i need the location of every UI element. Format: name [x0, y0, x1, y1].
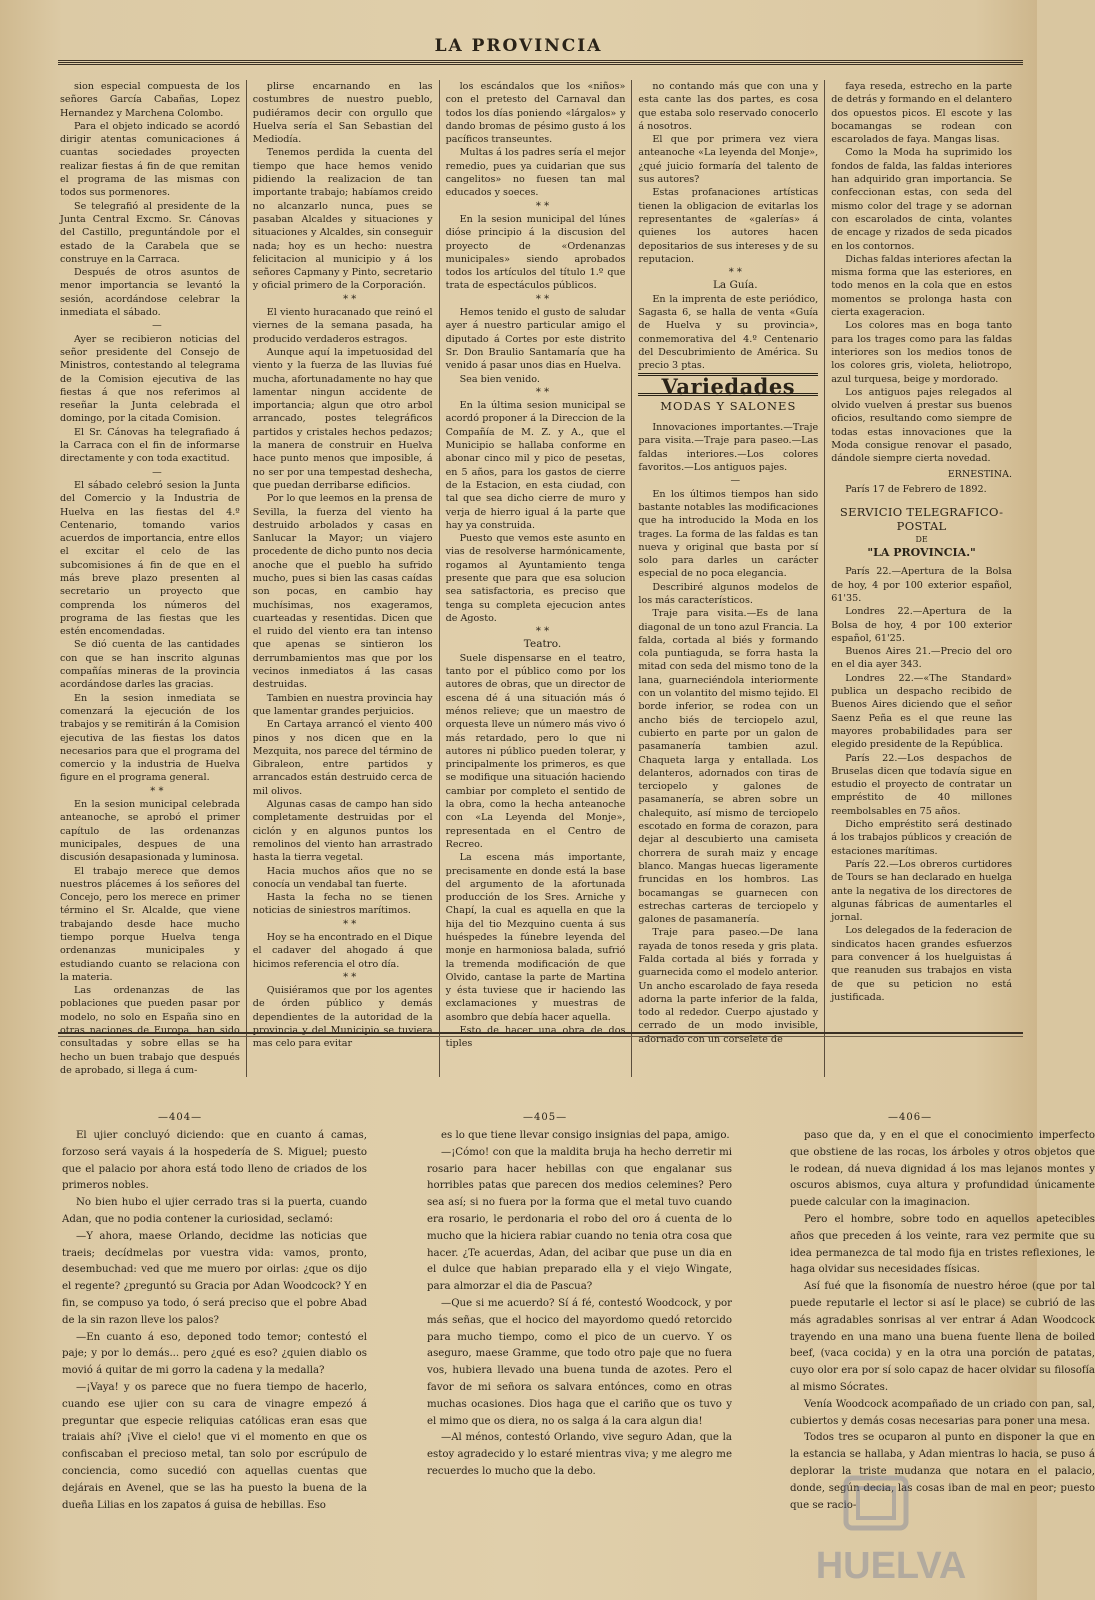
section-asterism: * *: [343, 918, 357, 930]
paragraph: Todos tres se ocuparon al punto en disponer la que en la estancia se hallaba, y Adan mientras lo hacia, se puso á deplorar la triste mudanza que notara en el palacio, donde, según decia, las cosas iban de mal en peor; puesto que se racio-: [790, 1432, 1095, 1511]
paragraph: —¡Vaya! y os parece que no fuera tiempo de hacerlo, cuando ese ujier con su cara de vinagre empezó á preguntar que especie reliquias católicas eran esas que traiais ahí? ¡Vive el cielo! que vi el momento en que os confiscaban el precioso metal, tan solo por escrúpulo de conciencia, como sucedió con aquellas cuentas que dejárais en Avenel, que se las ha puesto la buena de la dueña Lilias en los zapatos á guisa de hebillas. Eso: [62, 1381, 367, 1511]
dateline: París 17 de Febrero de 1892.: [845, 483, 987, 495]
section-dash: —: [152, 320, 162, 332]
paragraph: sion especial compuesta de los señores García Cabañas, Lopez Hernandez y Marchena Colombo.: [60, 81, 240, 119]
paragraph: Los antiguos pajes relegados al olvido vuelven á prestar sus buenos oficios, resultando como siempre de todas estas innovaciones que la Moda consigue renovar el pasado, dándole siempre cierta novedad.: [831, 386, 1012, 465]
servicio-heading: SERVICIO TELEGRAFICO-POSTAL: [839, 505, 1004, 533]
servicio-provincia: "LA PROVINCIA.": [867, 546, 976, 560]
feuilleton-divider-thin: [58, 1036, 1023, 1037]
paragraph: Aunque aquí la impetuosidad del viento y la fuerza de las lluvias fué mucha, afortunadamente no hay que lamentar ningun accidente de importancia; algun que otro arbol arrancado, postes telegráficos partidos y cristales hechos pedazos; la manera de construir en Huelva hace punto menos que imposible, á no ser por una tempestad deshecha, que puedan derribarse edificios.: [252, 346, 433, 491]
paragraph: La escena más importante, precisamente en donde está la base del argumento de la afortunada producción de los Sres. Arniche y Chapí, la cual es aquella en que la hija del tio Mezquino cuenta á sus huéspedes la fúnebre leyenda del monje en harmoniosa balada, sufrió la tremenda modificación de que Olvido, cantase la parte de Martina y ésta tuviese que ir haciendo las exclamaciones y muestras de asombro que debía hacer aquella.: [445, 852, 626, 1023]
paragraph: En la sesion inmediata se comenzará la ejecución de los trabajos y se remitirán á la Comision ejecutiva de las fiestas los datos necesarios para que el programa del comercio y la industria de Huelva figure en el programa general.: [60, 692, 240, 784]
paragraph: En la última sesion municipal se acordó proponer á la Direccion de la Compañía de M. Z. y A., que el Municipio se hallaba conforme en abonar cinco mil y pico de pesetas, en 5 años, para los gastos de cierre de la Estacion, en esta ciudad, con tal que sea dicho cierre de muro y verja de hierro igual á la parte que hay ya construida.: [445, 400, 626, 531]
modas-heading: MODAS Y SALONES: [660, 398, 797, 413]
feuilleton-column-3: [790, 1128, 1095, 1514]
paragraph: Esto de hacer una obra de dos tiples: [445, 1025, 626, 1050]
paragraph: no contando más que con una y esta cante las dos partes, es cosa que estaba solo reservado conocerlo á nosotros.: [638, 81, 819, 132]
paragraph: plirse encarnando en las costumbres de nuestro pueblo, pudiéramos decir con orgullo que Huelva sería el San Sebastian del Mediodía.: [252, 81, 433, 146]
paragraph: Las ordenanzas de las poblaciones que pueden pasar por modelo, no solo en España sino en otras naciones de Europa, han sido consultadas y sobre ellas se ha hecho un buen trabajo que después de aprobado, si llega á cum-: [60, 985, 240, 1076]
paragraph: El viento huracanado que reinó el viernes de la semana pasada, ha producido verdaderos estragos.: [252, 307, 433, 345]
paragraph: No bien hubo el ujier cerrado tras si la puerta, cuando Adan, que no podia contener la curiosidad, seclamó:: [62, 1197, 367, 1225]
column-1: [54, 80, 247, 1077]
paragraph: Así fué que la fisonomía de nuestro héroe (que por tal puede reputarle el lector si así le place) se cubrió de las más agradables sonrisas al ver entrar á Adan Woodcock trayendo en una mano una buena fuente llena de boiled beef, (vaca cocida) y en la otra una porción de patatas, cuyo olor era por sí solo capaz de hacer olvidar su filosofía al mismo Sócrates.: [790, 1281, 1095, 1393]
paragraph: —En cuanto á eso, deponed todo temor; contestó el paje; y por lo demás... pero ¿qué es eso? ¿quien diablo os movió á quitar de mi gorro la cadena y la medalla?: [62, 1331, 367, 1377]
column-5-body-bottom: [831, 565, 1012, 1004]
paragraph: Describiré algunos modelos de los más característicos.: [638, 581, 819, 606]
paragraph: París 22.—Los obreros curtidores de Tours se han declarado en huelga ante la negativa de los directores de algunas fábricas de aumentarles el jornal.: [831, 858, 1012, 924]
paragraph: Quisiéramos que por los agentes de órden público y demás dependientes de la autoridad de la provincia y del Municipio se tuviera mas celo para evitar: [252, 985, 433, 1050]
section-asterism: * *: [343, 293, 357, 305]
paragraph: En la sesion municipal celebrada anteanoche, se aprobó el primer capítulo de las ordenanzas municipales, despues de una discusión desapasionada y luminosa.: [60, 799, 240, 864]
column-1-body: [60, 80, 240, 1077]
column-2: [247, 80, 440, 1077]
paragraph: Sea bien venido.: [459, 373, 540, 385]
paragraph: Pero el hombre, sobre todo en aquellos apetecibles años que preceden á los veinte, rara vez permite que su idea permanezca de tal modo fija en tristes reflexiones, le haga olvidar sus necesidades físicas.: [790, 1213, 1095, 1276]
column-4: [632, 80, 825, 1077]
paragraph: Tambien en nuestra provincia hay que lamentar grandes perjuicios.: [252, 692, 433, 717]
paragraph: —¡Cómo! con que la maldita bruja ha hecho derretir mi rosario para hacer hebillas con que engalanar sus horribles patas que parecen dos medios celemines? Pero sea así; si no fuera por la forma que el metal tuvo cuando era rosario, le perdonaria el robo del oro á cuenta de lo mucho que la hiciera rabiar cuando no tenia otra cosa que hacer. ¿Te acuerdas, Adan, del acibar que puse un dia en el dulce que habian preparado ella y el viejo Wingate, para almorzar el dia de Pascua?: [427, 1146, 732, 1293]
column-3-body: [446, 80, 626, 1051]
section-asterism: * *: [535, 293, 550, 305]
paragraph: Tenemos perdida la cuenta del tiempo que hace hemos venido pidiendo la realizacion de tan importante trabajo; habíamos creido no alcanzarlo nunca, pues se pasaban Alcaldes y situaciones y situaciones y Alcaldes, sin conseguir nada; hoy es un hecho: nuestra felicitacion al municipio y á los señores Capmany y Pinto, secretario y oficial primero de la Corporación.: [252, 147, 433, 292]
paragraph: Dichas faldas interiores afectan la misma forma que las esteriores, en todo menos en la cola que en estos momentos se prolonga hasta con cierta exageracion.: [831, 253, 1012, 319]
paragraph: es lo que tiene llevar consigo insignias del papa, amigo.: [441, 1130, 730, 1141]
column-2-body: [253, 80, 433, 1051]
news-columns: [54, 80, 1018, 1076]
paragraph: Los colores mas en boga tanto para los trages como para las faldas interiores son los medios tonos de los colores gris, violeta, heliotropo, azul turquesa, beige y mordorado.: [831, 320, 1012, 385]
column-5: [825, 80, 1018, 1077]
paragraph: En Cartaya arrancó el viento 400 pinos y nos dicen que en la Mezquita, nos parece del término de Gibraleon, entre partidos y arrancados están destruido cerca de mil olivos.: [252, 719, 433, 797]
section-asterism: * *: [343, 971, 357, 983]
paragraph: El sábado celebró sesion la Junta del Comercio y la Industria de Huelva en las fiestas del 4.º Centenario, tomando varios acuerdos de importancia, entre ellos el excitar el celo de las subcomisiones á fin de que en el más breve plazo presenten al secretario un proyecto que comprenda los números del programa de las fiestas que les estén encomendadas.: [60, 479, 240, 638]
page-number-404: —404—: [158, 1112, 203, 1123]
paragraph: Estas profanaciones artísticas tienen la obligacion de evitarlas los representantes de «galerías» á quienes los autores hacen depositarios de sus intereses y de su reputacion.: [638, 187, 819, 265]
paragraph: Se telegrafió al presidente de la Junta Central Excmo. Sr. Cánovas del Castillo, preguntándole por el estado de la Carabela que se construye en la Carraca.: [60, 200, 240, 265]
paragraph: Algunas casas de campo han sido completamente destruidas por el ciclón y en algunos puntos los remolinos del viento han arrastrado hasta la tierra vegetal.: [252, 799, 433, 864]
feuilleton-column-2: [427, 1128, 732, 1481]
section-asterism: * *: [535, 626, 550, 638]
seal-text: HUELVA: [815, 1545, 967, 1587]
paragraph: Traje para paseo.—De lana rayada de tonos reseda y gris plata. Falda cortada al biés y forrada y guarnecida como el modelo anterior. Un ancho escarolado de faya reseda adorna la parte inferior de la falda, todo al rededor. Cuerpo ajustado y cerrado de un modo invisible, adornado con un corselete de: [638, 927, 819, 1045]
column-4-body-top: [638, 80, 818, 373]
paragraph: Para el objeto indicado se acordó dirigir atentas comunicaciones á cuantas sociedades proyecten realizar fiestas á fin de que remitan el programa de las mismas con todos sus pormenores.: [60, 120, 240, 199]
paragraph: En la sesion municipal del lúnes dióse principio á la discusion del proyecto de «Ordenanzas municipales» siendo aprobados todos los artículos del título 1.º que trata de espectáculos públicos.: [445, 213, 626, 292]
paragraph: paso que da, y en el que el conocimiento imperfecto que obstiene de las rocas, los árboles y otros objetos que le rodean, dá nueva dignidad á los mas lejanos montes y oscuros abismos, cuya altura y profundidad únicamente puede calcular con la imaginacion.: [790, 1130, 1095, 1209]
column-5-body-top: [831, 80, 1012, 466]
paragraph: Los delegados de la federacion de sindicatos hacen grandes esfuerzos para convencer á los huelguistas á que reanuden sus trabajos en vista de que su peticion no está justificada.: [831, 925, 1012, 1003]
paragraph: faya reseda, estrecho en la parte de detrás y formando en el delantero dos opuestos picos. El escote y las bocamangas se rodean con escarolados de faya. Mangas lisas.: [831, 81, 1012, 146]
paragraph: Por lo que leemos en la prensa de Sevilla, la fuerza del viento ha destruido arbolados y casas en Sanlucar la Mayor; un viajero procedente de dicho punto nos decia anoche que el pueblo ha sufrido mucho, pues si bien las casas caídas son pocas, en cambio hay muchísimas, nos exageramos, cuarteadas y resentidas. Dicen que el ruido del viento era tan intenso que apenas se sintieron los derrumbamientos mas que por los vecinos inmediatos á las casas destruidas.: [252, 493, 433, 691]
paragraph: Se dió cuenta de las cantidades con que se han inscrito algunas compañías mineras de la provincia acordándose darles las gracias.: [60, 639, 240, 691]
paragraph: El que por primera vez viera anteanoche «La leyenda del Monje», ¿qué juicio formaría del talento de sus autores?: [638, 134, 819, 186]
paragraph: Como la Moda ha suprimido los fondos de falda, las faldas interiores han adquirido gran importancia. Se confeccionan estas, con seda del mismo color del trage y se adornan con escarolados de cinta, volantes de encage y rizados de seda picados en los contornos.: [831, 147, 1012, 252]
paragraph: —Y ahora, maese Orlando, decidme las noticias que traeis; decídmelas por vuestra vida: vamos, pronto, desembuchad: ved que me muero por oirlas: ¿que os dijo el regente? ¿preguntó su Gracia por Adan Woodcock? Y en fin, se compuso ya todo, ó será preciso que el pobre Abad de la sin razon lleve los palos?: [62, 1230, 367, 1326]
masthead-rule-thin: [58, 64, 1023, 65]
section-asterism: * *: [728, 267, 742, 279]
paragraph: Ayer se recibieron noticias del señor presidente del Consejo de Ministros, contestando al telegrama de la Comision ejecutiva de las fiestas á que nos referimos al reseñar la Junta celebrada el domingo, por la citada Comision.: [60, 333, 240, 425]
paragraph: los escándalos que los «niños» con el pretesto del Carnaval dan todos los días poniendo «lárgalos» y dando bromas de pésimo gusto á los pacíficos transeuntes.: [445, 81, 626, 146]
paragraph: El trabajo merece que demos nuestros plácemes á los señores del Concejo, pero los merece en primer término el Sr. Alcalde, que viene trabajando desde hace mucho tiempo porque Huelva tenga ordenanzas municipales y estudiando cuanto se relaciona con la materia.: [60, 865, 240, 983]
masthead-title: LA PROVINCIA: [434, 36, 603, 56]
paragraph: Después de otros asuntos de menor importancia se levantó la sesión, acordándose celebrar la inmediata el sábado.: [60, 267, 240, 319]
paragraph: París 22.—Apertura de la Bolsa de hoy, 4 por 100 exterior español, 61'35.: [831, 566, 1012, 604]
feuilleton-column-1: [62, 1128, 367, 1514]
paragraph: —Que si me acuerdo? Sí á fé, contestó Woodcock, y por más señas, que el hocico del mayordomo quedó retorcido para mucho tiempo, como el pico de un cuervo. Y os aseguro, maese Gramme, que todo otro paje que no fuera vos, hubiera llevado una buena tunda de azotes. Pero el favor de mi señora os salvara entónces, como en otras muchas ocasiones. Dios haga que el cariño que os tuvo y el mimo que os diera, no os salga á la cara algun dia!: [427, 1297, 732, 1427]
paragraph: Hemos tenido el gusto de saludar ayer á nuestro particular amigo el diputado á Cortes por este distrito Sr. Don Braulio Santamaría que ha venido á pasar unos dias en Huelva.: [445, 307, 626, 372]
variedades-heading: Variedades: [661, 373, 796, 399]
paragraph: En los últimos tiempos han sido bastante notables las modificaciones que ha introducido la Moda en los trages. La forma de las faldas es tan nueva y original que basta por sí solo para darles un carácter especial de no poca elegancia.: [638, 488, 819, 580]
section-dash: —: [152, 466, 162, 478]
paragraph: El ujier concluyó diciendo: que en cuanto á camas, forzoso será vayais á la hospedería de S. Miguel; puesto que el palacio por ahora está todo lleno de criados de los primeros nobles.: [62, 1130, 367, 1192]
feuilleton-divider: [58, 1032, 1023, 1034]
paragraph: Buenos Aires 21.—Precio del oro en el dia ayer 343.: [831, 646, 1012, 671]
paragraph: Innovaciones importantes.—Traje para visita.—Traje para paseo.—Las faldas interiores.—Los colores favoritos.—Los antiguos pajes.: [638, 422, 819, 474]
column-3: [440, 80, 633, 1077]
paragraph: Puesto que vemos este asunto en vias de resolverse harmónicamente, rogamos al Ayuntamiento tenga presente que para que esa solucion sea satisfactoria, es preciso que tenga su completa ejecucion antes de Agosto.: [445, 533, 626, 624]
paragraph: París 22.—Los despachos de Bruselas dicen que todavía sigue en estudio el proyecto de contratar un empréstito de 40 millones reembolsables en 75 años.: [831, 752, 1012, 817]
page-number-406: —406—: [888, 1112, 933, 1123]
section-asterism: * *: [535, 386, 550, 398]
signature: ERNESTINA.: [947, 468, 1012, 480]
paragraph: Londres 22.—Apertura de la Bolsa de hoy, 4 por 100 exterior español, 61'25.: [831, 606, 1012, 644]
paragraph: El Sr. Cánovas ha telegrafiado á la Carraca con el fin de informarse directamente y con toda exactitud.: [60, 426, 240, 465]
paragraph: Hacia muchos años que no se conocía un vendabal tan fuerte.: [252, 865, 433, 890]
column-4-body-bottom: [638, 421, 818, 1046]
archive-seal-watermark: [806, 1470, 986, 1590]
page-number-405: —405—: [523, 1112, 568, 1123]
section-subheading: La Guía.: [712, 279, 758, 292]
paragraph: Venía Woodcock acompañado de un criado con pan, sal, cubiertos y demás cosas necesarias para poner una mesa.: [790, 1398, 1095, 1427]
section-asterism: * *: [150, 785, 164, 797]
paragraph: Traje para visita.—Es de lana diagonal de un tono azul Francia. La falda, cortada al biés y formando cola puntiaguda, se forra hasta la mitad con seda del mismo tono de la lana, guarneciéndola interiormente con un volantito del mismo tejido. El borde inferior, se rodea con un ancho biés de terciopelo azul, cubierto en parte por un galon de pasamanería tambien azul. Chaqueta larga y entallada. Los delanteros, adornados con tiras de terciopelo y galones de pasamanería, se abren sobre un chalequito, así mismo de terciopelo escotado en forma de corazon, para dejar al descubierto una camiseta chorrera de surah maiz y encage blanco. Mangas huecas ligeramente fruncidas en los hombros. Las bocamangas se guarnecen con estrechas carteras de terciopelo y galones de pasamanería.: [638, 608, 819, 926]
paragraph: Londres 22.—«The Standard» publica un despacho recibido de Buenos Aires diciendo que el señor Saenz Peña es el que reune las mayores probabilidades para ser elegido presidente de la República.: [831, 672, 1012, 751]
paragraph: Hasta la fecha no se tienen noticias de siniestros marítimos.: [252, 892, 433, 917]
paragraph: Suele dispensarse en el teatro, tanto por el público como por los autores de obras, que un director de escena dé á una situación más ó ménos relieve; que un maestro de orquesta lleve un número más vivo ó más retardado, pero lo que ni autores ni público pueden tolerar, y principalmente los primeros, es que se modifique una situación haciendo cambiar por completo el sentido de la obra, como la hecha anteanoche con «La Leyenda del Monje», representada en el Centro de Recreo.: [445, 652, 626, 850]
section-asterism: * *: [535, 200, 550, 212]
section-subheading: Teatro.: [523, 638, 562, 651]
paragraph: En la imprenta de este periódico, Sagasta 6, se halla de venta «Guía de Huelva y su provincia», conmemorativa del 4.º Centenario del Descubrimiento de América. Su precio 3 ptas.: [638, 293, 819, 372]
paragraph: Dicho empréstito será destinado á los trabajos públicos y creación de estaciones marítimas.: [831, 819, 1012, 857]
paragraph: Multas á los padres sería el mejor remedio, pues ya cuidarian que sus cangelitos» no fuesen tan mal educados y soeces.: [445, 147, 626, 199]
paragraph: —Al ménos, contestó Orlando, vive seguro Adan, que la estoy agradecido y lo estaré mientras viva; y me alegro me recuerdes lo mucho que la debo.: [427, 1432, 732, 1477]
section-dash: —: [730, 475, 741, 487]
masthead-rule: [58, 60, 1023, 63]
paragraph: Hoy se ha encontrado en el Dique el cadaver del ahogado á que hicimos referencia el otro día.: [252, 932, 433, 970]
servicio-de: DE: [915, 534, 928, 544]
